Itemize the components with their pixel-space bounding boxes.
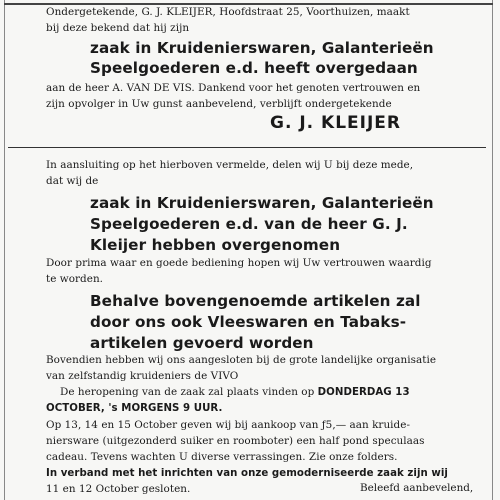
closing-line (46, 466, 466, 482)
section2-body2-line: Bovendien hebben wij ons aangesloten bij de grote landelijke organisatie (46, 354, 437, 366)
section2-body (46, 256, 466, 288)
offer-line: cadeau. Tevens wachten U diverse verrassingen. Zie onze folders. (46, 450, 398, 463)
section1-body-line: zijn opvolger in Uw gunst aanbevelend, verblijft ondergetekende (46, 97, 392, 110)
section1-headline-line: Speelgoederen e.d. heeft overgedaan (90, 59, 418, 77)
reopening-date: DONDERDAG 13 (317, 387, 410, 398)
section2-headline2-line: door ons ook Vleeswaren en Tabaks- (90, 313, 407, 331)
section1-headline-line: zaak in Kruidenierswaren, Galanterieën (90, 39, 434, 57)
section2-body-line: te worden. (46, 272, 104, 285)
section1-intro-line: bij deze bekend dat hij zijn (46, 21, 190, 34)
reopening-time: OCTOBER, 's MORGENS 9 UUR. (46, 402, 223, 414)
frame-left-border (4, 0, 5, 500)
section2-body-line: Door prima waar en goede bediening hopen wij Uw vertrouwen waardig (46, 257, 432, 269)
offer-line: niersware (uitgezonderd suiker en roomboter) een half pond speculaas (46, 434, 425, 447)
reopening-line (46, 401, 466, 417)
section1-intro (46, 5, 466, 37)
section2-body2 (46, 353, 466, 385)
closing-line: 11 en 12 October gesloten. (46, 482, 191, 495)
offer-paragraph (46, 418, 466, 465)
section2-headline2-line: artikelen gevoerd worden (90, 334, 314, 352)
reopening-notice (46, 385, 466, 417)
section1-body-line: aan de heer A. VAN DE VIS. Dankend voor het genoten vertrouwen en (46, 82, 421, 94)
frame-right-border (492, 0, 493, 500)
reopening-line (46, 385, 466, 401)
section2-body2-line: van zelfstandig kruideniers de VIVO (46, 369, 239, 382)
divider-rule (8, 147, 486, 148)
section2-headline2-line: Behalve bovengenoemde artikelen zal (90, 292, 421, 310)
section1-intro-line: Ondergetekende, G. J. KLEIJER, Hoofdstraat 25, Voorthuizen, maakt (46, 6, 410, 18)
signature: G. J. KLEIJER (270, 113, 402, 133)
closing-text: In verband met het inrichten van onze gemoderniseerde zaak zijn wij (46, 468, 448, 479)
section2-headline-line: Kleijer hebben overgenomen (90, 236, 341, 254)
section2-headline-line: zaak in Kruidenierswaren, Galanterieën (90, 194, 434, 212)
section2-intro (46, 158, 466, 190)
reopening-pre: De heropening van de zaak zal plaats vinden op (60, 386, 318, 398)
section1-body (46, 81, 466, 113)
section2-headline-line: Speelgoederen e.d. van de heer G. J. (90, 215, 408, 233)
section2-intro-line: In aansluiting op het hierboven vermelde, delen wij U bij deze mede, (46, 159, 414, 171)
offer-line: Op 13, 14 en 15 October geven wij bij aankoop van ƒ5,— aan kruide- (46, 419, 411, 431)
section2-intro-line: dat wij de (46, 174, 99, 187)
regards: Beleefd aanbevelend, (360, 482, 474, 494)
